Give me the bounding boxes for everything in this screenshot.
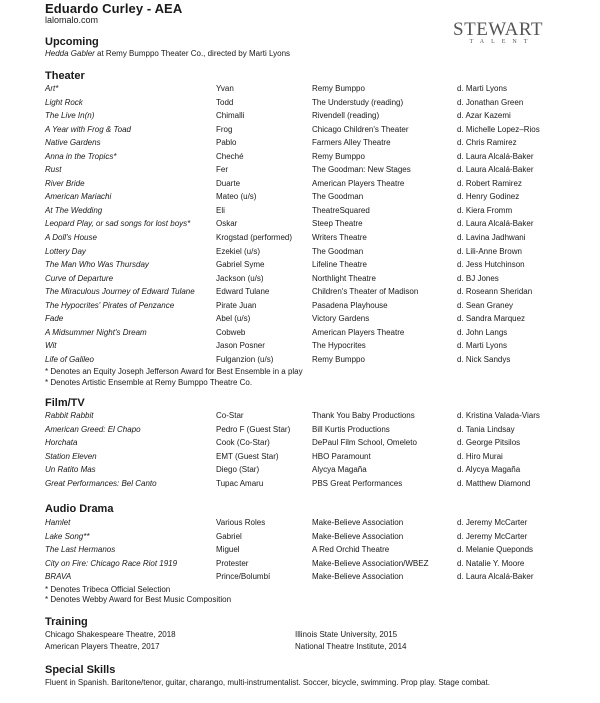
upcoming-line	[45, 49, 290, 58]
credit-director: d. Tania Lindsay	[457, 424, 515, 434]
credit-title: The Miraculous Journey of Edward Tulane	[45, 287, 195, 297]
credit-director: d. Lili-Anne Brown	[457, 246, 522, 256]
credit-director: d. Hiro Murai	[457, 451, 503, 461]
credit-company: Remy Bumppo	[312, 354, 365, 364]
credit-row	[45, 232, 585, 246]
credit-row	[45, 451, 585, 465]
credit-role: Protester	[216, 558, 249, 568]
skills-heading: Special Skills	[45, 664, 116, 676]
credit-role: Diego (Star)	[216, 465, 260, 475]
credit-director: d. George Pitsilos	[457, 438, 521, 448]
credit-company: Make-Believe Association	[312, 572, 404, 582]
credit-director: d. Jess Hutchinson	[457, 260, 525, 270]
training-entry: Chicago Shakespeare Theatre, 2018	[45, 630, 176, 639]
credit-company: DePaul Film School, Omeleto	[312, 438, 417, 448]
skills-text: Fluent in Spanish. Baritone/tenor, guitar, charango, multi-instrumentalist. Soccer, bicycle, swimming. Prop play. Stage combat.	[45, 678, 490, 687]
credit-director: d. Nick Sandys	[457, 354, 511, 364]
credit-title: BRAVA	[45, 572, 72, 582]
credit-company: Northlight Theatre	[312, 273, 376, 283]
credit-title: A Doll's House	[45, 233, 97, 243]
credit-row	[45, 191, 585, 205]
credit-role: Co-Star	[216, 411, 244, 420]
credit-role: Jackson (u/s)	[216, 273, 264, 283]
credit-role: Edward Tulane	[216, 287, 270, 297]
credit-company: Lifeline Theatre	[312, 260, 367, 270]
credit-row	[45, 97, 585, 111]
credit-role: Fulganzion (u/s)	[216, 354, 274, 364]
credit-role: Miguel	[216, 545, 240, 555]
credit-title: Curve of Departure	[45, 273, 114, 283]
credit-role: Jason Posner	[216, 341, 265, 351]
credit-role: Cook (Co-Star)	[216, 438, 270, 448]
credit-title: Wit	[45, 341, 57, 351]
credit-title: The Last Hermanos	[45, 545, 116, 555]
credit-company: Chicago Children's Theater	[312, 124, 409, 134]
credit-director: d. Sean Graney	[457, 300, 514, 310]
credit-director: d. Azar Kazemi	[457, 111, 511, 121]
credit-role: Cheché	[216, 151, 244, 161]
credit-title: City on Fire: Chicago Race Riot 1919	[45, 558, 178, 568]
credit-company: The Goodman: New Stages	[312, 165, 411, 175]
credit-company: Pasadena Playhouse	[312, 300, 388, 310]
credit-title: Station Eleven	[45, 451, 97, 461]
credit-role: Ezekiel (u/s)	[216, 246, 261, 256]
credit-row	[45, 83, 585, 97]
credit-director: d. Henry Godinez	[457, 192, 520, 202]
credit-title: Fade	[45, 314, 64, 324]
credit-director: d. Roseann Sheridan	[457, 287, 533, 297]
credit-director: d. Laura Alcalá-Baker	[457, 151, 534, 161]
credit-row	[45, 286, 585, 300]
resume-page	[45, 0, 585, 703]
theater-heading: Theater	[45, 70, 85, 82]
credit-director: d. Chris Ramirez	[457, 138, 517, 148]
credit-role: Eli	[216, 205, 225, 215]
credit-company: The Understudy (reading)	[312, 97, 404, 107]
credit-director: d. Laura Alcalá-Baker	[457, 219, 534, 229]
credit-row	[45, 531, 585, 545]
film-table	[45, 410, 585, 491]
credit-company: Thank You Baby Productions	[312, 411, 415, 420]
upcoming-heading: Upcoming	[45, 36, 99, 48]
logo-subtitle: TALENT	[469, 39, 535, 45]
training-heading: Training	[45, 616, 88, 628]
credit-company: Remy Bumppo	[312, 151, 365, 161]
credit-title: American Greed: El Chapo	[45, 424, 141, 434]
credit-role: Abel (u/s)	[216, 314, 251, 324]
credit-company: Victory Gardens	[312, 314, 370, 324]
audio-note: * Denotes Tribeca Official Selection	[45, 585, 171, 594]
credit-role: Pedro F (Guest Star)	[216, 424, 291, 434]
credit-director: d. Matthew Diamond	[457, 478, 531, 488]
credit-title: The Hypocrites' Pirates of Penzance	[45, 300, 175, 310]
credit-title: Native Gardens	[45, 138, 101, 148]
credit-row	[45, 424, 585, 438]
credit-role: Various Roles	[216, 518, 266, 527]
credit-role: Oskar	[216, 219, 238, 229]
credit-director: d. Jonathan Green	[457, 97, 524, 107]
credit-director: d. Sandra Marquez	[457, 314, 526, 324]
credit-company: Farmers Alley Theatre	[312, 138, 391, 148]
credit-company: Writers Theatre	[312, 233, 367, 243]
credit-director: d. Kiera Fromm	[457, 205, 513, 215]
credit-company: The Hypocrites	[312, 341, 366, 351]
credit-company: The Goodman	[312, 192, 364, 202]
credit-title: Un Ratito Mas	[45, 465, 96, 475]
credit-title: Life of Galileo	[45, 354, 94, 364]
training-entry: American Players Theatre, 2017	[45, 642, 160, 651]
credit-company: Children's Theater of Madison	[312, 287, 419, 297]
credit-row	[45, 571, 585, 585]
credit-title: Anna in the Tropics*	[45, 151, 117, 161]
agency-logo	[448, 20, 548, 46]
credit-row	[45, 464, 585, 478]
credit-title: River Bride	[45, 178, 85, 188]
credit-row	[45, 164, 585, 178]
credit-title: Light Rock	[45, 97, 83, 107]
credit-director: d. Laura Alcalá-Baker	[457, 572, 534, 582]
upcoming-title: Hedda Gabler	[45, 49, 95, 58]
credit-role: Duarte	[216, 178, 241, 188]
credit-company: Rivendell (reading)	[312, 111, 380, 121]
credit-row	[45, 300, 585, 314]
credit-title: Great Performances: Bel Canto	[45, 478, 157, 488]
film-heading: Film/TV	[45, 397, 85, 409]
logo-wordmark: STEWART	[453, 19, 543, 40]
upcoming-detail: at Remy Bumppo Theater Co., directed by Marti Lyons	[94, 49, 291, 58]
credit-row	[45, 178, 585, 192]
credit-company: A Red Orchid Theatre	[312, 545, 390, 555]
theater-note: * Denotes an Equity Joseph Jefferson Award for Best Ensemble in a play	[45, 367, 303, 376]
credit-director: d. Michelle Lopez–Rios	[457, 124, 540, 134]
credit-role: Yvan	[216, 84, 234, 93]
audio-table	[45, 517, 585, 585]
credit-role: Gabriel Syme	[216, 260, 265, 270]
credit-title: American Mariachi	[45, 192, 112, 202]
credit-director: d. Marti Lyons	[457, 341, 507, 351]
credit-row	[45, 137, 585, 151]
credit-title: Rust	[45, 165, 62, 175]
credit-role: Krogstad (performed)	[216, 233, 293, 243]
credit-row	[45, 124, 585, 138]
theater-table	[45, 83, 585, 367]
credit-row	[45, 410, 585, 424]
credit-row	[45, 110, 585, 124]
credit-row	[45, 246, 585, 260]
credit-company: PBS Great Performances	[312, 478, 403, 488]
credit-role: Frog	[216, 124, 233, 134]
credit-role: EMT (Guest Star)	[216, 451, 279, 461]
credit-title: The Live In(n)	[45, 111, 95, 121]
credit-role: Pirate Juan	[216, 300, 257, 310]
credit-director: d. Melanie Queponds	[457, 545, 534, 555]
credit-title: Hamlet	[45, 518, 71, 527]
credit-company: Steep Theatre	[312, 219, 363, 229]
credit-row	[45, 437, 585, 451]
credit-title: At The Wedding	[45, 205, 103, 215]
credit-role: Gabriel	[216, 531, 242, 541]
credit-role: Mateo (u/s)	[216, 192, 257, 202]
credit-row	[45, 558, 585, 572]
credit-row	[45, 151, 585, 165]
credit-row	[45, 354, 585, 368]
credit-row	[45, 517, 585, 531]
credit-role: Cobweb	[216, 327, 246, 337]
credit-director: d. Kristina Valada-Viars	[457, 411, 540, 420]
credit-title: Art*	[45, 84, 59, 93]
credit-title: A Midsummer Night's Dream	[45, 327, 147, 337]
credit-director: d. Lavina Jadhwani	[457, 233, 526, 243]
credit-title: The Man Who Was Thursday	[45, 260, 149, 270]
website-link[interactable]: lalomalo.com	[45, 15, 99, 25]
credit-role: Pablo	[216, 138, 237, 148]
credit-title: Horchata	[45, 438, 78, 448]
credit-title: Lottery Day	[45, 246, 86, 256]
credit-director: d. Natalie Y. Moore	[457, 558, 525, 568]
training-entry: Illinois State University, 2015	[295, 630, 398, 639]
credit-title: Leopard Play, or sad songs for lost boys*	[45, 219, 191, 229]
credit-title: A Year with Frog & Toad	[45, 124, 131, 134]
credit-company: Make-Believe Association	[312, 518, 404, 527]
credit-company: Make-Believe Association	[312, 531, 404, 541]
credit-company: Bill Kurtis Productions	[312, 424, 390, 434]
credit-row	[45, 273, 585, 287]
credit-row	[45, 544, 585, 558]
credit-director: d. Laura Alcalá-Baker	[457, 165, 534, 175]
credit-role: Tupac Amaru	[216, 478, 264, 488]
credit-company: TheatreSquared	[312, 205, 370, 215]
credit-row	[45, 259, 585, 273]
credit-role: Todd	[216, 97, 234, 107]
credit-director: d. Robert Ramirez	[457, 178, 522, 188]
credit-company: Make-Believe Association/WBEZ	[312, 558, 429, 568]
credit-row	[45, 313, 585, 327]
credit-company: HBO Paramount	[312, 451, 371, 461]
credit-director: d. Marti Lyons	[457, 84, 507, 93]
credit-company: The Goodman	[312, 246, 364, 256]
credit-company: American Players Theatre	[312, 327, 405, 337]
credit-company: Remy Bumppo	[312, 84, 365, 93]
credit-role: Fer	[216, 165, 228, 175]
credit-role: Chimalli	[216, 111, 245, 121]
credit-director: d. Jeremy McCarter	[457, 518, 528, 527]
credit-director: d. John Langs	[457, 327, 508, 337]
audio-note: * Denotes Webby Award for Best Music Composition	[45, 595, 232, 604]
actor-name: Eduardo Curley - AEA	[45, 1, 183, 16]
credit-row	[45, 205, 585, 219]
credit-company: American Players Theatre	[312, 178, 405, 188]
credit-row	[45, 478, 585, 492]
credit-title: Rabbit Rabbit	[45, 411, 94, 420]
credit-row	[45, 327, 585, 341]
credit-director: d. BJ Jones	[457, 273, 499, 283]
credit-role: Prince/Bolumbí	[216, 572, 271, 582]
credit-director: d. Alycya Magaña	[457, 465, 521, 475]
credit-title: Lake Song**	[45, 531, 90, 541]
credit-director: d. Jeremy McCarter	[457, 531, 528, 541]
audio-heading: Audio Drama	[45, 503, 114, 515]
credit-company: Alycya Magaña	[312, 465, 367, 475]
credit-row	[45, 218, 585, 232]
theater-note: * Denotes Artistic Ensemble at Remy Bumppo Theatre Co.	[45, 378, 253, 387]
credit-row	[45, 340, 585, 354]
training-entry: National Theatre Institute, 2014	[295, 642, 407, 651]
